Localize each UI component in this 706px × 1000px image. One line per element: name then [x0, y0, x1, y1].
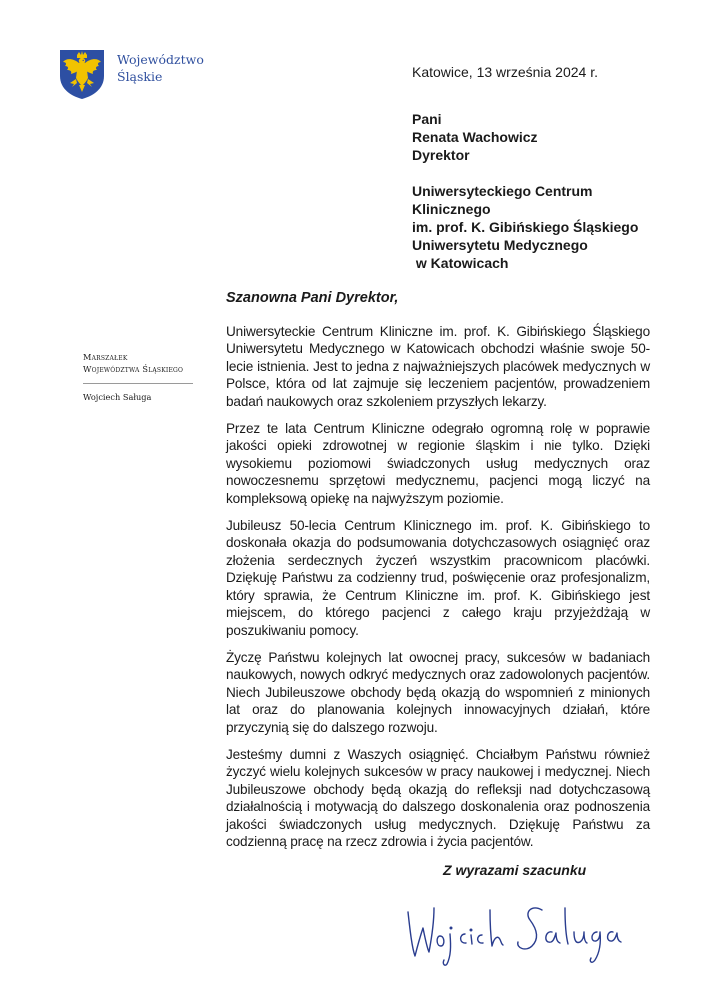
recipient-line: Pani [412, 111, 442, 127]
institution-line: Uniwersytetu Medycznego [412, 237, 588, 253]
coat-of-arms-eagle-icon [57, 48, 107, 100]
letter-paragraph: Uniwersyteckie Centrum Kliniczne im. prof. K. Gibińskiego Śląskiego Uniwersytetu Medycznego w Katowicach obchodzi właśnie swoje 50-lecie istnienia. Jest to jedna z najważniejszych placówek medycznych w Polsce, która od lat zajmuje się leczeniem pacjentów, prowadzeniem badań naukowych oraz szkoleniem przyszłych lekarzy. [226, 324, 650, 409]
institution-line: w Katowicach [412, 255, 509, 271]
institution-line: Klinicznego [412, 201, 491, 217]
recipient-line: Dyrektor [412, 147, 470, 163]
sender-title: Marszałek Województwa Śląskiego [83, 352, 184, 374]
letter-paragraph: Jesteśmy dumni z Waszych osiągnięć. Chciałbym Państwu również życzyć wielu kolejnych sukcesów w pracy naukowej i medycznej. Niech Jubileuszowe obchody będą okazją do refleksji nad dotychczasową działalnością i motywacją do dalszego doskonalenia oraz podnoszenia jakości świadczonych usług medycznych. Dziękuję Państwu za codzienną pracę na rzecz zdrowia i życia pacjentów. [226, 746, 650, 849]
recipient-line: Renata Wachowicz [412, 129, 538, 145]
letter-body [226, 323, 650, 860]
handwritten-signature [402, 890, 627, 970]
recipient-block [412, 110, 538, 164]
institution-line: Uniwersyteckiego Centrum [412, 183, 593, 199]
salutation: Szanowna Pani Dyrektor, [226, 290, 399, 306]
letter-paragraph: Życzę Państwu kolejnych lat owocnej pracy, sukcesów w badaniach naukowych, nowych odkryć medycznych oraz zadowolonych pacjentów. Niech Jubileuszowe obchody będą okazją do wspomnień z minionych lat oraz do planowania kolejnych innowacyjnych działań, które przyczynią się do dalszego rozwoju. [226, 649, 650, 735]
sender-sidebar [83, 351, 193, 402]
sender-name: Wojciech Saługa [83, 392, 152, 402]
institution-line: im. prof. K. Gibińskiego Śląskiego [412, 219, 639, 235]
organization-name [117, 51, 204, 85]
letter-date: Katowice, 13 września 2024 r. [412, 64, 598, 80]
sidebar-divider [83, 383, 193, 384]
letter-paragraph: Przez te lata Centrum Kliniczne odegrało ogromną rolę w poprawie jakości opieki zdrowotnej w regionie śląskim i nie tylko. Dzięki wysokiemu poziomowi świadczonych usług medycznych oraz nowoczesnemu sprzętowi medycznemu, pacjenci mogą liczyć na kompleksową opiekę na najwyższym poziomie. [226, 421, 650, 506]
institution-block [412, 182, 638, 272]
closing-phrase: Z wyrazami szacunku [443, 862, 587, 878]
letter-paragraph: Jubileusz 50-lecia Centrum Klinicznego im. prof. K. Gibińskiego to doskonała okazja do podsumowania dotychczasowych osiągnięć oraz złożenia serdecznych życzeń wszystkim pracownicom placówki. Dziękuję Państwu za codzienny trud, poświęcenie oraz profesjonalizm, który sprawia, że Centrum Kliniczne im. prof. K. Gibińskiego jest miejscem, do którego pacjenci z całego kraju przyjeżdżają w poszukiwaniu pomocy. [226, 518, 650, 638]
organization-name-line1: Województwo [117, 52, 204, 67]
organization-name-line2: Śląskie [117, 69, 163, 84]
